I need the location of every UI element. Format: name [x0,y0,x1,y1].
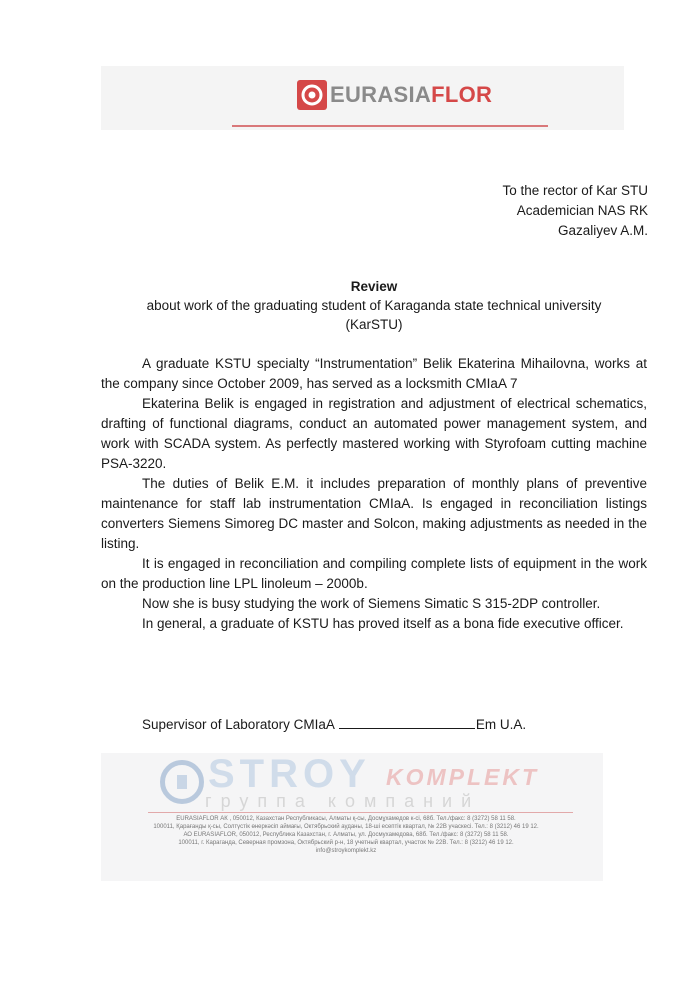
footer-divider [148,812,573,813]
body-paragraph: Now she is busy studying the work of Siemens Simatic S 315-2DP controller. [142,596,601,611]
footer-logo-stroy: STROY [208,752,371,796]
footer-logo-group: группа компаний [205,791,481,811]
body-paragraph: A graduate KSTU specialty “Instrumentation” Belik Ekaterina Mihailovna, works at the company since October 2009, has served as a locksmith CMIaA 7 [101,356,647,391]
stroykomplekt-logo-icon [160,760,204,804]
header-divider [232,125,548,127]
signature-blank [339,715,475,729]
review-title-block [101,277,647,334]
footer-email: info@stroykomplekt.kz [315,848,377,854]
footer-address-line: АО EURASIAFLOR, 050012, Республика Казахстан, г. Алматы, ул. Досмухамедова, 68б. Тел./факс: 8 (3272) 58 11 58. [183,832,509,838]
body-paragraph: In general, a graduate of KSTU has proved itself as a bona fide executive officer. [142,616,624,631]
review-subtitle-abbr: (KarSTU) [345,317,403,332]
signatory-name: Em U.A. [475,717,527,732]
review-heading: Review [350,279,398,294]
footer-address [111,815,581,855]
footer-logo-komplekt: KOMPLEKT [386,764,540,790]
signatory-position: Supervisor of Laboratory CMIaA [142,717,335,732]
footer-address-line: 100011, г. Караганда, Северная промзона, Октябрьский р-н, 18 учетный квартал, участок № 22В. Тел.: 8 (3212) 46 19 12. [178,840,514,846]
eurasiaflor-logo [297,78,492,112]
body-paragraph: It is engaged in reconciliation and compiling complete lists of equipment in the work on the production line LPL linoleum – 2000b. [101,556,647,591]
body-paragraph: Ekaterina Belik is engaged in registration and adjustment of electrical schematics, drafting of functional diagrams, conduct an automated power management system, and work with SCADA system. As perfectly mastered working with Styrofoam cutting machine PSA-3220. [101,396,647,471]
signature-line [142,715,526,735]
logo-text-eurasia: EURASIA [330,82,432,107]
addressee-line: To the rector of Kar STU [502,183,648,198]
addressee-line: Academician NAS RK [516,203,648,218]
logo-wordmark [330,78,492,112]
addressee-block [502,181,648,241]
review-subtitle: about work of the graduating student of Karaganda state technical university [146,298,602,313]
footer-address-line: EURASIAFLOR АК , 050012, Казахстан Республикасы, Алматы қ-сы, Досмұхамедов к-сі, 68б. Тел./факс: 8 (3272) 58 11 58. [176,816,516,822]
logo-text-flor: FLOR [431,82,493,107]
eurasiaflor-logo-icon [297,80,327,110]
footer-address-line: 100011, Қарағанды қ-сы, Солтүстік өнеркәсіп аймағы, Октябрьский ауданы, 18-ші есептік квартал, № 22В учаскесі. Тел.: 8 (3212) 46 19 12. [153,824,539,830]
review-body [101,354,647,634]
body-paragraph: The duties of Belik E.M. it includes preparation of monthly plans of preventive maintenance for staff lab instrumentation CMIaA. Is engaged in reconciliation listings converters Siemens Simoreg DC master and Solcon, making adjustments as needed in the listing. [101,476,647,551]
addressee-line: Gazaliyev A.M. [557,223,648,238]
